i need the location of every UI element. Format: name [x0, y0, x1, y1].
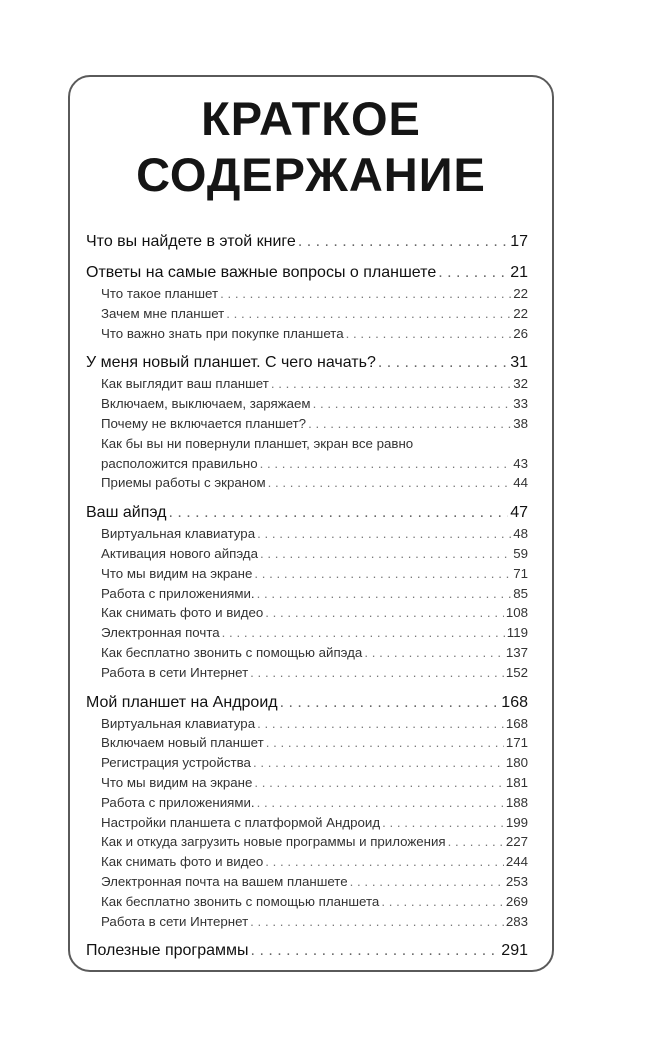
- section-title: Приемы работы с экраном: [101, 475, 266, 491]
- section-title: Работа в сети Интернет: [101, 664, 249, 680]
- toc-section[interactable]: [86, 284, 528, 304]
- section-title: Включаем новый планшет: [101, 735, 264, 751]
- section-page-number: 171: [505, 735, 528, 751]
- toc-section[interactable]: [86, 714, 528, 734]
- section-row: [101, 454, 528, 474]
- table-of-contents: [86, 231, 528, 962]
- section-title: Настройки планшета с платформой Андроид: [101, 814, 381, 830]
- chapter-page-number: 31: [510, 354, 528, 372]
- toc-section[interactable]: [86, 753, 528, 773]
- dot-leader: [254, 773, 503, 793]
- dot-leader: [265, 852, 504, 872]
- toc-chapter[interactable]: [86, 940, 528, 962]
- section-title-line-1: Как бы вы ни повернули планшет, экран все равно: [101, 435, 414, 451]
- section-page-number: 44: [513, 475, 528, 491]
- toc-section[interactable]: [86, 564, 528, 584]
- chapter-title: Ваш айпэд: [86, 504, 167, 522]
- dot-leader: [438, 262, 508, 284]
- dot-leader: [260, 544, 511, 564]
- section-page-number: 199: [505, 814, 528, 830]
- dot-leader: [254, 564, 511, 584]
- section-title: Как и откуда загрузить новые программы и приложения: [101, 834, 446, 850]
- toc-section[interactable]: [86, 584, 528, 604]
- section-page-number: 269: [505, 893, 528, 909]
- section-page-number: 283: [505, 913, 528, 929]
- section-page-number: 85: [513, 585, 528, 601]
- toc-frame: [68, 75, 554, 972]
- section-page-number: 32: [513, 376, 528, 392]
- section-title: Работа в сети Интернет: [101, 913, 249, 929]
- chapter-title: Полезные программы: [86, 942, 249, 960]
- chapter-title: Ответы на самые важные вопросы о планшете: [86, 264, 437, 281]
- section-page-number: 71: [513, 565, 528, 581]
- section-page-number: 180: [505, 755, 528, 771]
- dot-leader: [226, 304, 511, 324]
- section-title-line-2: расположится правильно: [101, 455, 258, 471]
- section-page-number: 43: [513, 455, 528, 471]
- toc-section[interactable]: [86, 643, 528, 663]
- section-page-number: 38: [513, 415, 528, 431]
- toc-section[interactable]: [86, 473, 528, 493]
- section-title: Как снимать фото и видео: [101, 605, 264, 621]
- toc-chapter[interactable]: [86, 352, 528, 374]
- dot-leader: [280, 692, 500, 714]
- dot-leader: [253, 753, 504, 773]
- dot-leader: [381, 892, 504, 912]
- section-title: Активация нового айпэда: [101, 545, 258, 561]
- section-title: Как бесплатно звонить с помощью айпэда: [101, 644, 363, 660]
- toc-section[interactable]: [86, 733, 528, 753]
- section-title: Регистрация устройства: [101, 755, 251, 771]
- dot-leader: [251, 940, 500, 962]
- chapter-title: Мой планшет на Андроид: [86, 693, 278, 711]
- toc-section[interactable]: [86, 832, 528, 852]
- section-page-number: 22: [513, 286, 528, 301]
- page-title: [70, 91, 552, 203]
- section-title: Что такое планшет: [101, 286, 219, 301]
- dot-leader: [266, 733, 504, 753]
- toc-section[interactable]: [86, 892, 528, 912]
- toc-section[interactable]: [86, 374, 528, 394]
- dot-leader: [260, 454, 512, 474]
- section-page-number: 244: [505, 854, 528, 870]
- chapter-title: Что вы найдете в этой книге: [86, 233, 296, 250]
- section-title: Зачем мне планшет: [101, 305, 225, 321]
- toc-section[interactable]: [86, 603, 528, 623]
- dot-leader: [257, 584, 512, 604]
- toc-section[interactable]: [86, 524, 528, 544]
- toc-section[interactable]: [86, 912, 528, 932]
- dot-leader: [257, 714, 504, 734]
- dot-leader: [378, 352, 508, 374]
- section-page-number: 137: [505, 644, 528, 660]
- section-page-number: 59: [513, 545, 528, 561]
- toc-chapter[interactable]: [86, 262, 528, 284]
- section-title: Виртуальная клавиатура: [101, 526, 256, 542]
- toc-chapter[interactable]: [86, 502, 528, 524]
- section-title: Как бесплатно звонить с помощью планшета: [101, 893, 380, 909]
- dot-leader: [257, 793, 504, 813]
- toc-section[interactable]: [86, 872, 528, 892]
- toc-section[interactable]: [86, 304, 528, 324]
- dot-leader: [346, 324, 512, 344]
- section-title: Что важно знать при покупке планшета: [101, 325, 344, 341]
- dot-leader: [271, 374, 511, 394]
- toc-section[interactable]: [86, 434, 528, 474]
- toc-section[interactable]: [86, 852, 528, 872]
- dot-leader: [308, 414, 511, 434]
- section-title: Виртуальная клавиатура: [101, 715, 256, 731]
- toc-section[interactable]: [86, 623, 528, 643]
- section-title: Электронная почта: [101, 625, 220, 641]
- dot-leader: [250, 912, 504, 932]
- title-line-2: СОДЕРЖАНИЕ: [136, 148, 486, 201]
- toc-section[interactable]: [86, 773, 528, 793]
- chapter-page-number: 168: [501, 693, 528, 711]
- dot-leader: [313, 394, 512, 414]
- section-page-number: 227: [505, 834, 528, 850]
- dot-leader: [265, 603, 504, 623]
- section-page-number: 181: [505, 774, 528, 790]
- dot-leader: [220, 284, 511, 304]
- section-title: Почему не включается планшет?: [101, 415, 307, 431]
- chapter-page-number: 17: [510, 233, 528, 250]
- dot-leader: [268, 473, 512, 493]
- dot-leader: [222, 623, 505, 643]
- section-page-number: 48: [513, 526, 528, 542]
- section-page-number: 188: [505, 794, 528, 810]
- section-title: Работа с приложениями.: [101, 585, 255, 601]
- section-title: Включаем, выключаем, заряжаем: [101, 396, 311, 412]
- section-title: Электронная почта на вашем планшете: [101, 873, 348, 889]
- toc-section[interactable]: [86, 793, 528, 813]
- section-page-number: 152: [505, 664, 528, 680]
- chapter-page-number: 291: [501, 942, 528, 960]
- dot-leader: [382, 813, 504, 833]
- toc-section[interactable]: [86, 394, 528, 414]
- toc-section[interactable]: [86, 813, 528, 833]
- dot-leader: [169, 502, 509, 524]
- dot-leader: [448, 832, 504, 852]
- section-title: Что мы видим на экране: [101, 565, 253, 581]
- dot-leader: [350, 872, 504, 892]
- dot-leader: [257, 524, 511, 544]
- section-title: Как выглядит ваш планшет: [101, 376, 269, 392]
- toc-section[interactable]: [86, 414, 528, 434]
- section-page-number: 168: [505, 715, 528, 731]
- section-title: Что мы видим на экране: [101, 774, 253, 790]
- toc-section[interactable]: [86, 324, 528, 344]
- section-page-number: 33: [513, 396, 528, 412]
- section-page-number: 22: [513, 305, 528, 321]
- section-title: Работа с приложениями.: [101, 794, 255, 810]
- toc-section[interactable]: [86, 663, 528, 683]
- section-page-number: 253: [505, 873, 528, 889]
- section-page-number: 26: [513, 325, 528, 341]
- toc-chapter[interactable]: [86, 692, 528, 714]
- chapter-page-number: 21: [510, 264, 528, 281]
- toc-chapter[interactable]: [86, 231, 528, 253]
- section-title: Как снимать фото и видео: [101, 854, 264, 870]
- dot-leader: [364, 643, 503, 663]
- section-page-number: 119: [506, 625, 528, 641]
- chapter-page-number: 47: [510, 504, 528, 522]
- toc-section[interactable]: [86, 544, 528, 564]
- dot-leader: [298, 231, 508, 253]
- chapter-title: У меня новый планшет. С чего начать?: [86, 354, 376, 372]
- section-page-number: 108: [505, 605, 528, 621]
- title-line-1: КРАТКОЕ: [201, 92, 421, 145]
- dot-leader: [250, 663, 504, 683]
